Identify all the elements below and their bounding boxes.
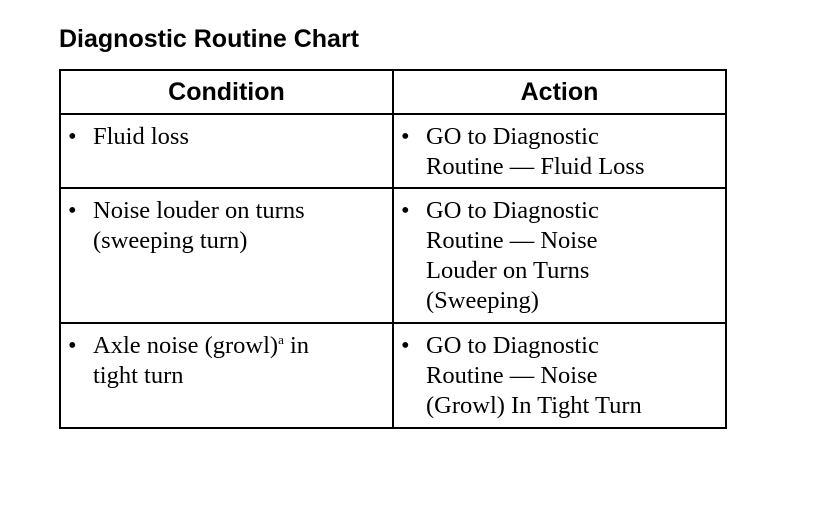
- bullet: •: [401, 332, 410, 359]
- bullet: •: [401, 123, 410, 150]
- action-cell: [393, 323, 726, 428]
- bullet: •: [68, 332, 77, 359]
- action-text: GO to Diagnostic Routine — Fluid Loss: [426, 123, 645, 180]
- action-cell: [393, 114, 726, 188]
- action-text: GO to Diagnostic Routine — Noise (Growl) In Tight Turn: [426, 332, 642, 419]
- bullet: •: [401, 197, 410, 224]
- table-row: [60, 188, 726, 323]
- column-header-condition: Condition: [60, 70, 393, 114]
- table-row: [60, 114, 726, 188]
- condition-text-part: in tight turn: [93, 332, 310, 389]
- condition-text: [93, 331, 392, 391]
- condition-text: Fluid loss: [93, 123, 189, 150]
- condition-cell: [60, 323, 393, 428]
- diagnostic-routine-table: [59, 69, 727, 429]
- column-header-action: Action: [393, 70, 726, 114]
- action-text: GO to Diagnostic Routine — Noise Louder on Turns (Sweeping): [426, 197, 599, 314]
- chart-title: Diagnostic Routine Chart: [59, 25, 360, 53]
- header-row: [60, 70, 726, 114]
- condition-cell: [60, 114, 393, 188]
- footnote-marker: a: [278, 332, 284, 347]
- table-row: [60, 323, 726, 428]
- condition-text-part: Axle noise (growl): [93, 332, 279, 359]
- bullet: •: [68, 123, 77, 150]
- condition-cell: [60, 188, 393, 323]
- condition-text: Noise louder on turns (sweeping turn): [93, 197, 305, 254]
- bullet: •: [68, 197, 77, 224]
- action-cell: [393, 188, 726, 323]
